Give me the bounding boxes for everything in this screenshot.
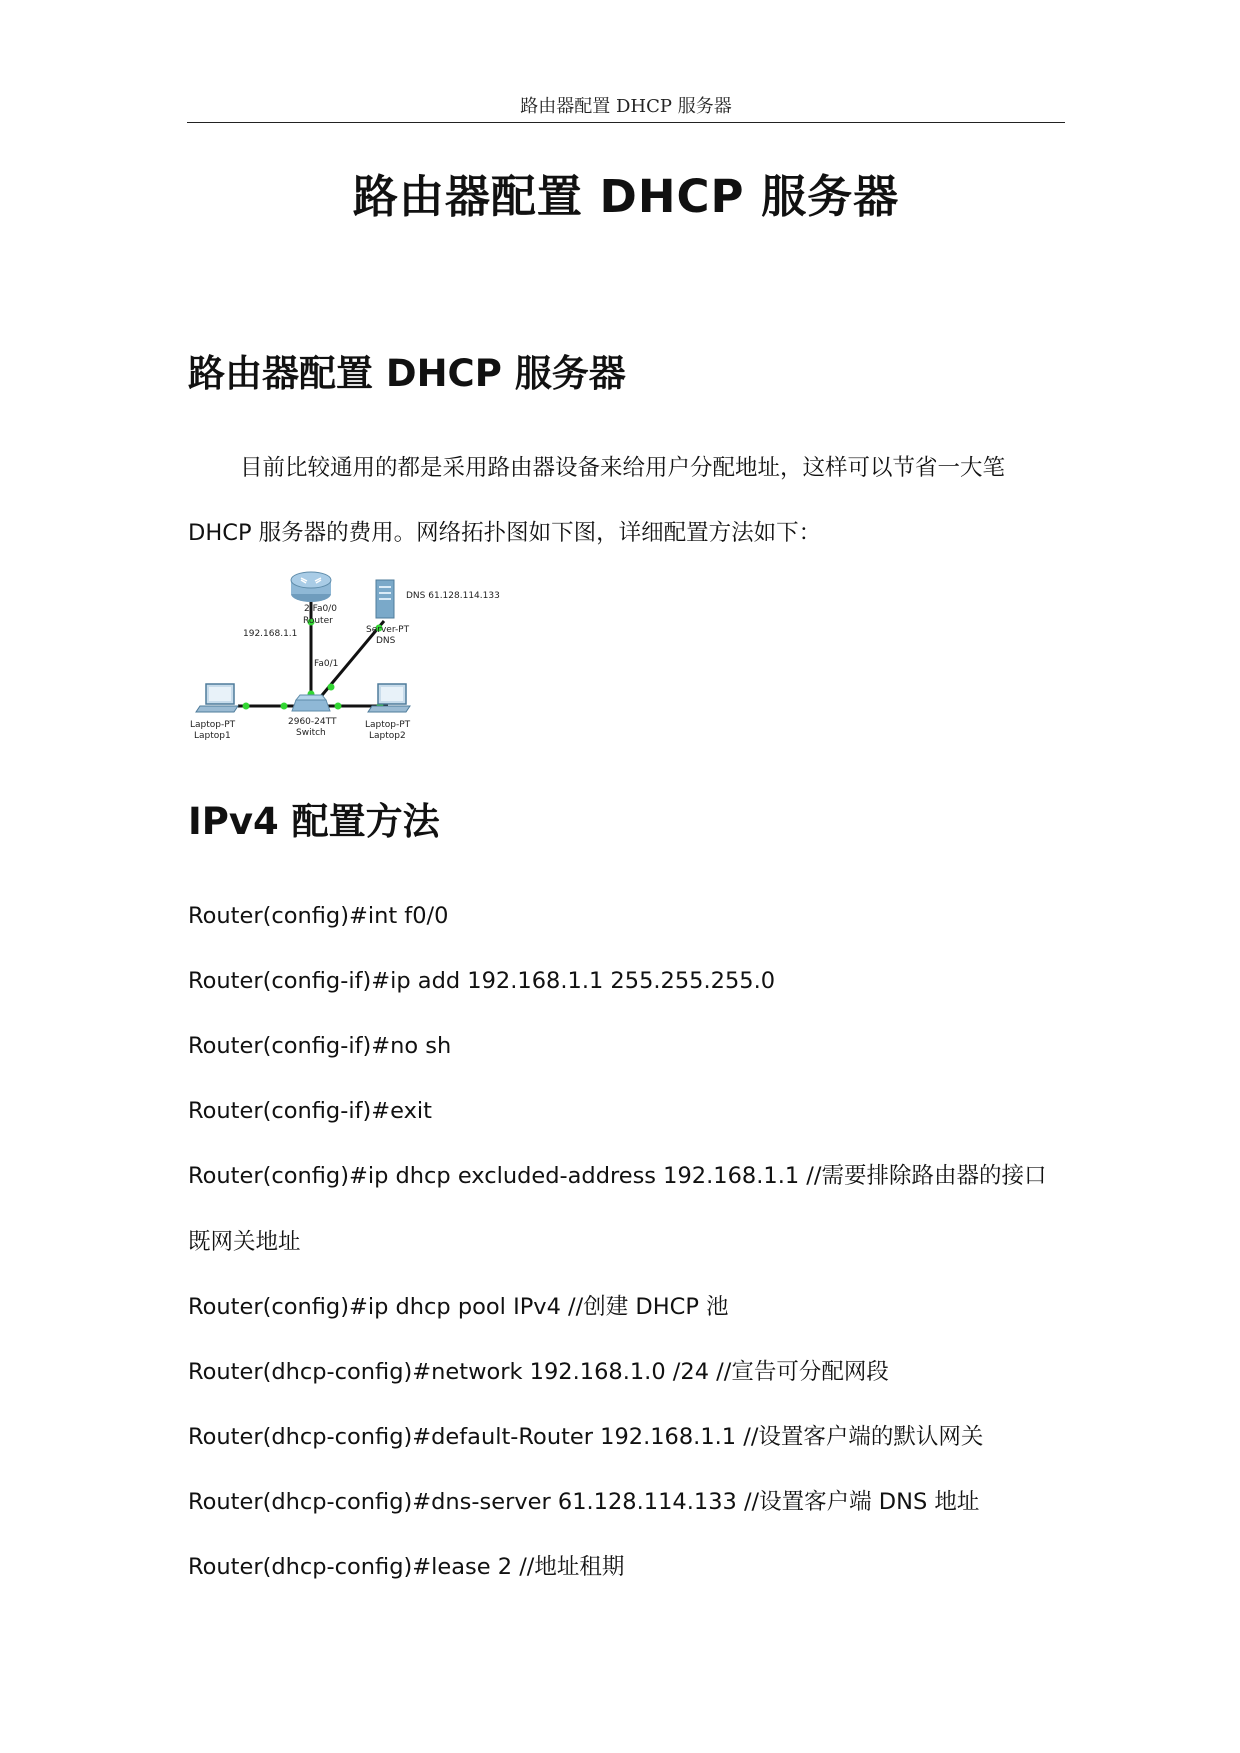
router-ip-label: 192.168.1.1: [243, 629, 298, 639]
switch-label: Switch: [296, 728, 326, 738]
laptop1-icon: [196, 684, 238, 712]
switch-model-label: 2960-24TT: [288, 717, 337, 727]
router-port-label: 2 Fa0/0: [304, 604, 337, 614]
ipv4-heading: IPv4 配置方法: [188, 800, 440, 843]
command-line: Router(config-if)#exit: [188, 1098, 432, 1124]
command-line: Router(config)#int f0/0: [188, 903, 449, 929]
command-line: Router(dhcp-config)#default-Router 192.168.1.1 //设置客户端的默认网关: [188, 1424, 984, 1450]
command-line: Router(config)#ip dhcp excluded-address 192.168.1.1 //需要排除路由器的接口: [188, 1163, 1047, 1189]
command-line: Router(dhcp-config)#network 192.168.1.0 /24 //宣告可分配网段: [188, 1359, 889, 1385]
server-dns-label: DNS 61.128.114.133: [406, 591, 500, 601]
running-header: 路由器配置 DHCP 服务器: [520, 96, 732, 117]
link-dot: [335, 703, 342, 710]
router-label: Router: [303, 616, 333, 626]
command-line: 既网关地址: [188, 1229, 301, 1255]
router-icon: [291, 572, 331, 602]
command-line: Router(dhcp-config)#lease 2 //地址租期: [188, 1554, 625, 1580]
command-line: Router(dhcp-config)#dns-server 61.128.114.133 //设置客户端 DNS 地址: [188, 1489, 980, 1515]
intro-paragraph-line-2: DHCP 服务器的费用。网络拓扑图如下图，详细配置方法如下：: [188, 520, 822, 546]
switch-port-label: Fa0/1: [314, 659, 339, 669]
laptop2-icon: [368, 684, 410, 712]
header-rule: [187, 122, 1065, 123]
switch-icon: [292, 695, 330, 711]
section-heading: 路由器配置 DHCP 服务器: [188, 352, 626, 395]
link-dot: [243, 703, 250, 710]
document-title: 路由器配置 DHCP 服务器: [352, 170, 900, 223]
laptop2-model-label: Laptop-PT: [365, 720, 411, 730]
laptop1-model-label: Laptop-PT: [190, 720, 236, 730]
command-line: Router(config-if)#no sh: [188, 1033, 452, 1059]
server-icon: [376, 580, 394, 618]
laptop2-label: Laptop2: [369, 731, 406, 741]
link-dot: [328, 684, 335, 691]
network-topology-diagram: [188, 566, 548, 761]
server-model-label: Server-PT: [366, 625, 410, 635]
laptop1-label: Laptop1: [194, 731, 231, 741]
server-label: DNS: [376, 636, 396, 646]
command-line: Router(config)#ip dhcp pool IPv4 //创建 DHCP 池: [188, 1294, 729, 1320]
command-line: Router(config-if)#ip add 192.168.1.1 255.255.255.0: [188, 968, 776, 994]
link-dot: [281, 703, 288, 710]
intro-paragraph-line-1: 目前比较通用的都是采用路由器设备来给用户分配地址，这样可以节省一大笔: [240, 455, 1006, 481]
